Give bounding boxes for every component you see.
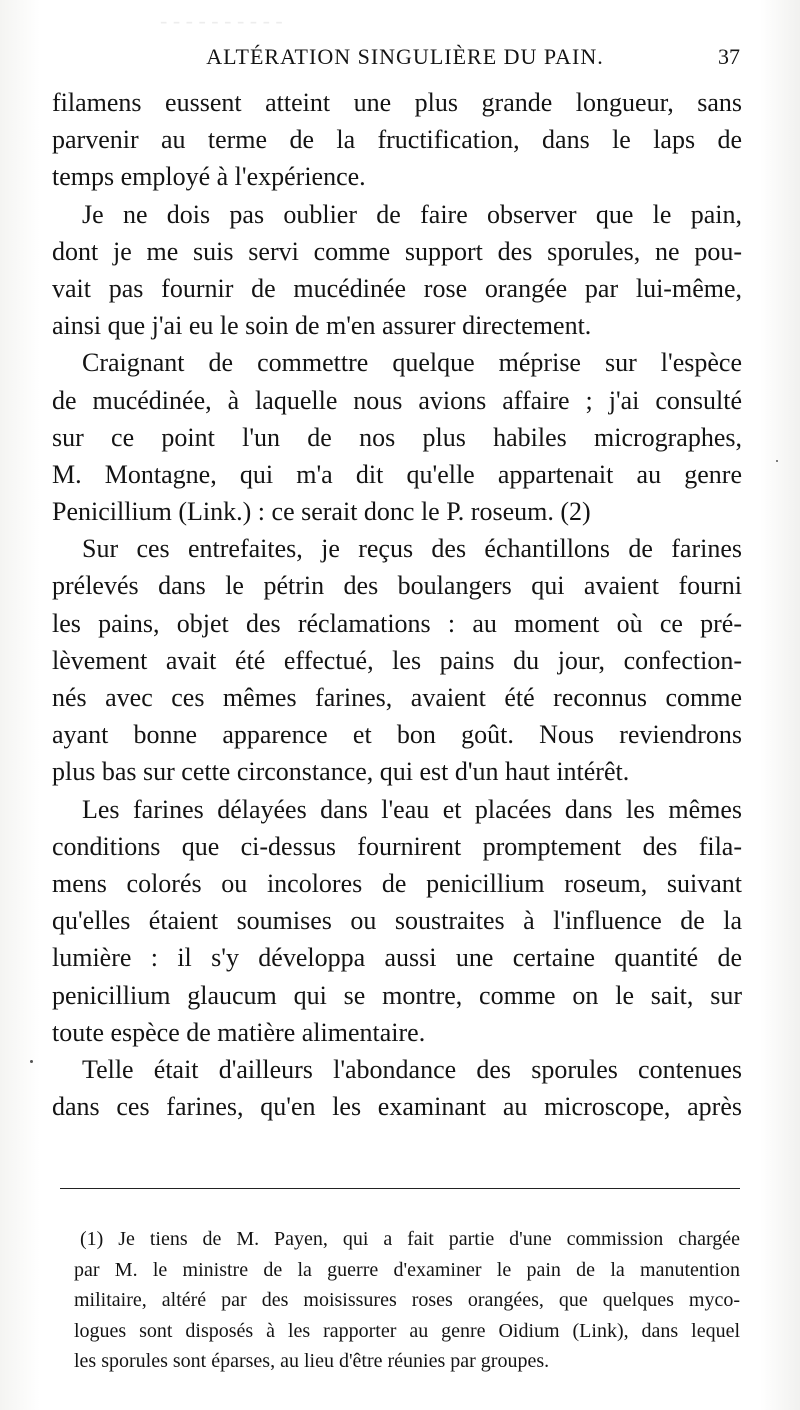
footnote-separator (60, 1188, 740, 1189)
text-line: lèvement avait été effectué, les pains du jour, confection- (52, 645, 742, 675)
text-line: toute espèce de matière alimentaire. (52, 1017, 426, 1047)
text-line: Je ne dois pas oublier de faire observer que le pain, (82, 199, 742, 229)
text-line: parvenir au terme de la fructification, dans le laps de (52, 125, 742, 155)
text-line: lumière : il s'y développa aussi une certaine quantité de (52, 943, 742, 973)
footnote-line: logues sont disposés à les rapporter au genre Oidium (Link), dans lequel (74, 1319, 740, 1342)
text-line: Les farines délayées dans l'eau et placées dans les mêmes (82, 794, 742, 824)
footnote-line: militaire, altéré par des moisissures roses orangées, que quelques myco- (74, 1289, 740, 1311)
page-header (58, 40, 752, 74)
footnote-line: (1) Je tiens de M. Payen, qui a fait partie d'une commission chargée (80, 1228, 740, 1250)
text-line: Craignant de commettre quelque méprise sur l'espèce (82, 348, 742, 378)
body-text (52, 84, 742, 1125)
text-line: M. Montagne, qui m'a dit qu'elle appartenait au genre (52, 459, 742, 489)
text-line: Telle était d'ailleurs l'abondance des sporules contenues (82, 1054, 742, 1084)
text-line: temps employé à l'expérience. (52, 162, 366, 192)
text-line: filamens eussent atteint une plus grande longueur, sans (52, 88, 742, 117)
bleed-through-mark: ‑ ‑ ‑ ‑ ‑ ‑ ‑ ‑ ‑ ‑ (160, 8, 283, 33)
text-line: vait pas fournir de mucédinée rose orangée par lui-même, (52, 273, 742, 303)
text-line: prélevés dans le pétrin des boulangers qui avaient fourni (52, 571, 742, 601)
text-line: mens colorés ou incolores de penicillium roseum, suivant (52, 868, 742, 898)
text-line: Sur ces entrefaites, je reçus des échantillons de farines (82, 534, 742, 564)
footnote-line: les sporules sont éparses, au lieu d'être réunies par groupes. (74, 1350, 550, 1372)
footnote-line: par M. le ministre de la guerre d'examiner le pain de la manutention (74, 1258, 740, 1281)
running-title: ALTÉRATION SINGULIÈRE DU PAIN. (206, 44, 604, 69)
text-line: conditions que ci-dessus fournirent promptement des fila- (52, 831, 742, 861)
text-line: nés avec ces mêmes farines, avaient été reconnus comme (52, 683, 742, 712)
text-line: dans ces farines, qu'en les examinant au microscope, après (52, 1092, 742, 1122)
text-line: ainsi que j'ai eu le soin de m'en assurer directement. (52, 311, 592, 341)
ink-speck (30, 1060, 33, 1063)
text-line: qu'elles étaient soumises ou soustraites à l'influence de la (52, 906, 742, 936)
text-line: penicillium glaucum qui se montre, comme on le sait, sur (52, 980, 742, 1010)
page-number: 37 (718, 44, 740, 69)
text-line: sur ce point l'un de nos plus habiles micrographes, (52, 422, 742, 452)
footnote (74, 1224, 740, 1377)
text-line: ayant bonne apparence et bon goût. Nous reviendrons (52, 720, 742, 750)
text-line: les pains, objet des réclamations : au moment où ce pré- (52, 608, 742, 638)
text-line: de mucédinée, à laquelle nous avions affaire ; j'ai consulté (52, 385, 742, 415)
text-line: dont je me suis servi comme support des sporules, ne pou- (52, 236, 742, 266)
text-line: plus bas sur cette circonstance, qui est d'un haut intérêt. (52, 757, 630, 787)
text-line: Penicillium (Link.) : ce serait donc le P. roseum. (2) (52, 497, 591, 527)
ink-speck (776, 460, 778, 462)
